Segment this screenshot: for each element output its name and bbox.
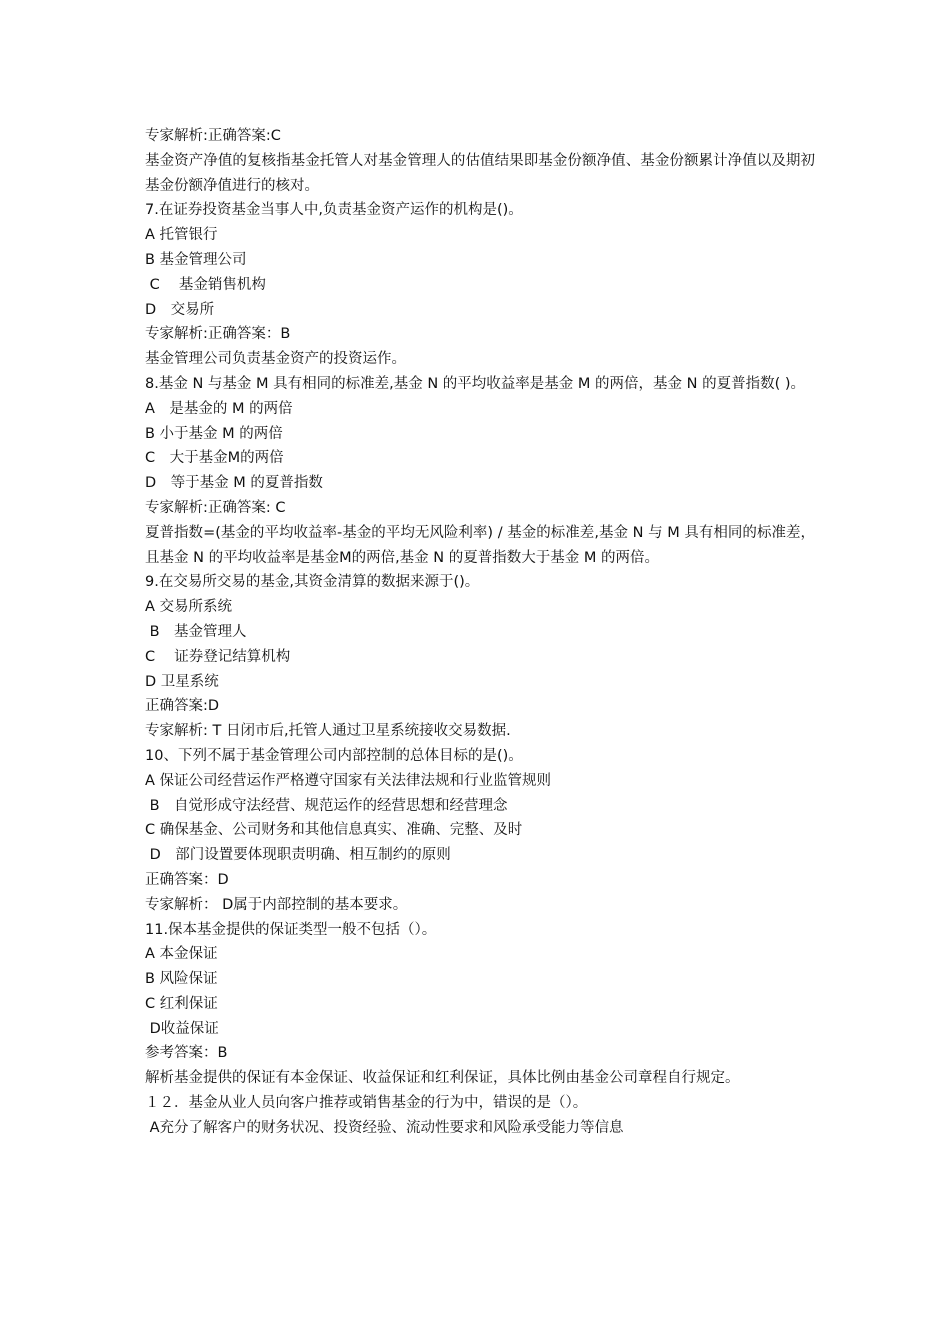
text-line: 9.在交易所交易的基金,其资金清算的数据来源于()。 bbox=[145, 574, 480, 591]
text-line: D 等于基金 M 的夏普指数 bbox=[145, 475, 323, 492]
text-line: 专家解析:正确答案: C bbox=[145, 499, 286, 516]
text-line: 正确答案：D bbox=[145, 871, 229, 888]
text-line: D 交易所 bbox=[145, 301, 215, 318]
text-line: C 确保基金、公司财务和其他信息真实、准确、完整、及时 bbox=[145, 822, 523, 839]
text-line: 专家解析:正确答案:C bbox=[145, 128, 281, 144]
text-line: １２．基金从业人员向客户推荐或销售基金的行为中，错误的是（）。 bbox=[145, 1095, 588, 1112]
text-line: A 本金保证 bbox=[145, 946, 218, 963]
text-line: 10、下列不属于基金管理公司内部控制的总体目标的是()。 bbox=[145, 747, 523, 764]
text-line: 专家解析:正确答案：B bbox=[145, 326, 291, 343]
text-line: B 小于基金 M 的两倍 bbox=[145, 425, 283, 442]
text-line: 11.保本基金提供的保证类型一般不包括（）。 bbox=[145, 921, 437, 938]
text-line: C 基金销售机构 bbox=[145, 276, 266, 293]
text-line: 专家解析： D属于内部控制的基本要求。 bbox=[145, 896, 408, 913]
text-line: D 卫星系统 bbox=[145, 673, 219, 690]
text-paragraph: 8.基金 N 与基金 M 具有相同的标准差,基金 N 的平均收益率是基金 M 的两倍，基金 N 的夏普指数( )。 bbox=[145, 375, 806, 392]
text-line: 基金管理公司负责基金资产的投资运作。 bbox=[145, 351, 406, 368]
document-page bbox=[145, 124, 815, 1141]
text-line: 专家解析: T 日闭市后,托管人通过卫星系统接收交易数据. bbox=[145, 723, 511, 740]
text-line: C 证券登记结算机构 bbox=[145, 648, 291, 665]
text-paragraph: 解析基金提供的保证有本金保证、收益保证和红利保证，具体比例由基金公司章程自行规定。 bbox=[145, 1070, 740, 1087]
text-line: 7.在证券投资基金当事人中,负责基金资产运作的机构是()。 bbox=[145, 202, 523, 219]
text-paragraph: 基金资产净值的复核指基金托管人对基金管理人的估值结果即基金份额净值、基金份额累计净值以及期初基金份额净值进行的核对。 bbox=[145, 152, 815, 194]
text-line: B 基金管理公司 bbox=[145, 251, 247, 268]
text-line: B 风险保证 bbox=[145, 971, 218, 988]
text-line: D 部门设置要体现职责明确、相互制约的原则 bbox=[145, 847, 451, 864]
text-line: A充分了解客户的财务状况、投资经验、流动性要求和风险承受能力等信息 bbox=[145, 1119, 624, 1136]
text-line: A 是基金的 M 的两倍 bbox=[145, 400, 293, 417]
text-line: D收益保证 bbox=[145, 1020, 219, 1037]
text-line: B 自觉形成守法经营、规范运作的经营思想和经营理念 bbox=[145, 797, 508, 814]
text-line: 参考答案：B bbox=[145, 1045, 228, 1062]
text-line: B 基金管理人 bbox=[145, 623, 247, 640]
text-line: A 保证公司经营运作严格遵守国家有关法律法规和行业监管规则 bbox=[145, 772, 552, 789]
text-line: 正确答案:D bbox=[145, 698, 220, 715]
text-line: C 大于基金M的两倍 bbox=[145, 450, 284, 467]
text-line: A 交易所系统 bbox=[145, 599, 233, 616]
text-line: A 托管银行 bbox=[145, 227, 218, 244]
text-paragraph: 夏普指数=(基金的平均收益率-基金的平均无风险利率) / 基金的标准差,基金 N 与 M 具有相同的标准差，且基金 N 的平均收益率是基金M的两倍,基金 N 的夏普指数大于基金 M 的两倍。 bbox=[145, 524, 815, 566]
text-line: C 红利保证 bbox=[145, 995, 218, 1012]
